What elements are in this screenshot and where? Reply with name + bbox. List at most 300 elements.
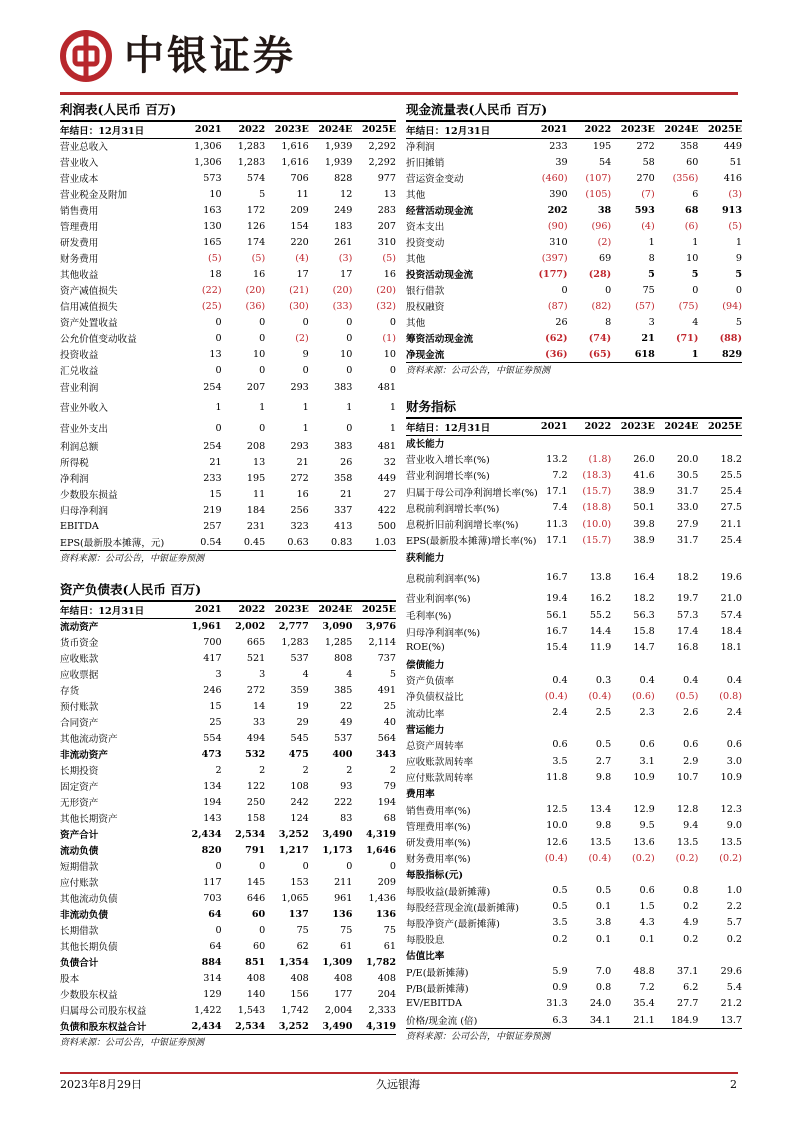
row-label: 每股经营现金流(最新摊薄)	[406, 902, 520, 914]
cell-value: 1,422	[194, 1004, 222, 1016]
cell-value: 7.4	[552, 502, 568, 514]
income-header-row	[60, 122, 396, 138]
cell-value: (62)	[545, 332, 568, 344]
cell-value: 233	[549, 140, 568, 152]
row-label: 银行借款	[406, 286, 445, 297]
cell-value: 26	[340, 456, 353, 468]
row-label: 价格/现金流 (倍)	[406, 1016, 478, 1028]
cell-value: 358	[680, 140, 699, 152]
cell-value: (177)	[538, 268, 568, 280]
cell-value: 408	[246, 972, 266, 984]
row-label: 预付账款	[60, 702, 99, 713]
table-row	[60, 986, 396, 1002]
cell-value: 156	[290, 988, 309, 1000]
cell-value: 2,292	[368, 140, 396, 152]
cell-value	[568, 947, 612, 963]
cell-value: 0	[302, 364, 309, 376]
table-row	[60, 266, 396, 282]
cell-value: 564	[377, 732, 396, 744]
cell-value: 246	[203, 684, 222, 696]
table-row	[406, 218, 742, 234]
income-title: 利润表(人民币 百万)	[60, 102, 177, 117]
cell-value: (1.8)	[588, 453, 612, 465]
cell-value: 1,354	[278, 956, 309, 968]
cell-value: 18.2	[720, 453, 742, 465]
table-row	[406, 186, 742, 202]
cell-value: 137	[288, 908, 309, 920]
cell-value: 1	[691, 348, 699, 360]
row-label: 汇兑收益	[60, 366, 99, 377]
cell-value: 21.2	[720, 998, 742, 1010]
cell-value: (0.4)	[544, 852, 568, 864]
table-row	[60, 502, 396, 518]
column-header: 2023E	[265, 122, 309, 138]
column-header: 2022	[568, 122, 612, 138]
cell-value: 5	[735, 316, 742, 328]
cell-value: 10.7	[677, 771, 699, 783]
cell-value: 41.6	[633, 469, 655, 481]
table-row	[406, 802, 742, 818]
cell-value: 16.2	[589, 592, 612, 604]
row-label: 筹资活动现金流	[406, 334, 474, 345]
cell-value: 1,306	[194, 140, 222, 152]
cell-value: 10	[340, 348, 353, 360]
cell-value: 1,961	[191, 620, 222, 632]
cell-value: 29.6	[720, 966, 742, 978]
row-label: 应付账款周转率	[406, 773, 474, 785]
cell-value: 1,646	[365, 844, 396, 856]
cashflow-title: 现金流量表(人民币 百万)	[406, 102, 548, 117]
column-header: 2021	[178, 602, 222, 618]
row-label: 货币资金	[60, 638, 99, 649]
cell-value: 700	[203, 636, 222, 648]
cell-value: 574	[246, 172, 266, 184]
row-label: 管理费用率(%)	[406, 821, 471, 833]
row-label: 归母净利润	[60, 506, 108, 517]
cell-value: 220	[290, 236, 309, 248]
cell-value: 25	[383, 700, 396, 712]
row-label: 其他	[406, 318, 426, 329]
column-header: 2023E	[611, 122, 655, 138]
cell-value: 26	[555, 316, 568, 328]
row-label: 资产处置收益	[60, 318, 118, 329]
table-row	[60, 486, 396, 502]
table-row	[60, 378, 396, 396]
cell-value: 7.2	[639, 982, 655, 994]
cell-value: 8	[605, 316, 612, 328]
cell-value: 646	[246, 892, 266, 904]
cell-value: 4,319	[365, 1020, 396, 1032]
cell-value: 3.0	[726, 755, 742, 767]
cell-value: 37.1	[677, 966, 699, 978]
row-label: 短期借款	[60, 862, 99, 873]
header-rule	[60, 92, 738, 95]
cell-value: 64	[209, 940, 222, 952]
cell-value: 884	[201, 956, 222, 968]
cell-value: 0	[259, 316, 266, 328]
cell-value: (2)	[597, 236, 612, 248]
income-source: 资料来源：公司公告，中银证券预测	[60, 550, 396, 567]
metrics-header-row	[406, 419, 742, 435]
row-label: EV/EBITDA	[406, 998, 463, 1010]
cell-value: 32	[383, 456, 396, 468]
cell-value: (74)	[588, 332, 612, 344]
row-label: 息税前利润率(%)	[406, 573, 481, 585]
cell-value: 38.9	[633, 534, 655, 546]
row-label: 其他收益	[60, 270, 99, 281]
cell-value: 31.7	[677, 534, 699, 546]
row-label: 偿债能力	[406, 659, 445, 671]
cell-value: (15.7)	[582, 534, 612, 546]
table-row	[406, 656, 742, 672]
cell-value: 12.8	[677, 804, 699, 816]
table-row	[60, 282, 396, 298]
cell-value: 17	[296, 268, 309, 280]
row-label: 研发费用率(%)	[406, 838, 471, 850]
cell-value: 383	[334, 381, 353, 393]
column-header: 2021	[524, 419, 568, 435]
cell-value: 1,742	[281, 1004, 309, 1016]
cell-value: 791	[245, 844, 266, 856]
table-row	[406, 266, 742, 282]
cell-value: 68	[383, 812, 396, 824]
cell-value: 4.9	[683, 917, 699, 929]
cell-value: 55.2	[589, 609, 612, 621]
row-label: 归属母公司股东权益	[60, 1006, 147, 1017]
cell-value: 16.7	[546, 626, 568, 638]
cell-value: 0.45	[243, 536, 266, 548]
cell-value: (36)	[545, 348, 568, 360]
row-label: 投资变动	[406, 238, 445, 249]
cell-value: 3,252	[278, 1020, 309, 1032]
table-row	[406, 170, 742, 186]
row-label: 营业外收入	[60, 403, 108, 414]
cell-value: 16.4	[633, 572, 655, 584]
cell-value	[524, 785, 568, 801]
cell-value: 12.6	[546, 836, 568, 848]
row-label: 其他	[406, 190, 426, 201]
cell-value: 703	[203, 892, 222, 904]
cell-value	[611, 947, 655, 963]
cell-value: 10.0	[546, 820, 568, 832]
table-row	[60, 154, 396, 170]
cell-value: 359	[290, 684, 309, 696]
cell-value: 83	[340, 812, 353, 824]
footer-company: 久远银海	[376, 1078, 420, 1091]
cell-value: 5	[735, 268, 742, 280]
column-header: 2021	[178, 122, 222, 138]
table-row	[406, 282, 742, 298]
cell-value	[611, 785, 655, 801]
cell-value: 13.4	[589, 804, 612, 816]
table-row	[60, 138, 396, 154]
cell-value: 4	[346, 668, 353, 680]
column-header: 2025E	[698, 419, 742, 435]
row-label: 长期投资	[60, 766, 99, 777]
cell-value: 18.1	[720, 642, 742, 654]
row-label: 固定资产	[60, 782, 99, 793]
cell-value: 58	[642, 156, 655, 168]
cell-value: 820	[201, 844, 222, 856]
cell-value: 0	[215, 924, 222, 936]
cell-value: 64	[208, 908, 222, 920]
row-label: 每股收益(最新摊薄)	[406, 886, 491, 898]
row-label: 投资活动现金流	[406, 270, 474, 281]
cell-value: 2.5	[595, 707, 612, 719]
cell-value: 1,306	[194, 156, 222, 168]
cell-value: 1,283	[237, 156, 266, 168]
cell-value: (105)	[585, 188, 612, 200]
cell-value: 17	[340, 268, 353, 280]
row-label: 息税折旧前利润增长率(%)	[406, 520, 519, 532]
metrics-source: 资料来源：公司公告，中银证券预测	[406, 1028, 742, 1045]
row-label: 所得税	[60, 458, 89, 469]
table-row	[60, 298, 396, 314]
row-label: 营业利润率(%)	[406, 594, 471, 606]
cell-value: 195	[592, 140, 612, 152]
table-row	[60, 438, 396, 454]
cell-value: 21	[340, 488, 353, 500]
cell-value: 828	[334, 172, 353, 184]
cell-value: (5)	[251, 252, 266, 264]
cell-value: 242	[290, 796, 309, 808]
table-row	[406, 785, 742, 801]
row-label: 营业利润	[60, 383, 99, 394]
table-row	[406, 314, 742, 330]
row-label: 营业利润增长率(%)	[406, 471, 490, 483]
cell-value: 0.5	[552, 885, 568, 897]
cell-value: 12.5	[546, 804, 568, 816]
table-row	[60, 970, 396, 986]
cell-value: 2.4	[552, 707, 568, 719]
cell-value: 8	[648, 252, 655, 264]
cell-value: 1,939	[324, 140, 353, 152]
cell-value: (20)	[332, 284, 353, 296]
cell-value: 3,090	[322, 620, 353, 632]
cell-value: 12.9	[633, 804, 655, 816]
cell-value: 126	[246, 220, 266, 232]
cell-value: 1.0	[726, 885, 742, 897]
row-label: 营业总收入	[60, 142, 108, 154]
table-row	[60, 518, 396, 534]
cell-value: 0.4	[726, 674, 742, 686]
table-row	[406, 980, 742, 996]
cell-value: 1.5	[639, 901, 655, 913]
cell-value: 3,976	[365, 620, 396, 632]
cell-value: (0.4)	[588, 690, 612, 702]
cell-value: 2,534	[235, 1020, 266, 1032]
cell-value	[698, 721, 742, 737]
cell-value: 808	[334, 652, 353, 664]
cell-value: (33)	[332, 300, 353, 312]
table-row	[406, 769, 742, 785]
cell-value: 57.3	[677, 609, 699, 621]
cell-value: 257	[203, 520, 222, 532]
table-row	[406, 298, 742, 314]
cell-value: 19.7	[677, 592, 699, 604]
row-label: 流动负债	[60, 846, 99, 857]
table-row	[406, 753, 742, 769]
cell-value	[524, 866, 568, 882]
row-label: 其他流动负债	[60, 894, 118, 905]
cell-value: 851	[245, 956, 266, 968]
cell-value: 0	[215, 860, 222, 872]
cell-value: 9.8	[595, 820, 612, 832]
row-label: 应付账款	[60, 878, 99, 889]
cell-value: 22	[340, 700, 353, 712]
row-label: 每股净资产(最新摊薄)	[406, 918, 500, 930]
cell-value: 54	[598, 156, 612, 168]
cell-value: 6	[692, 188, 699, 200]
cell-value: 10	[252, 348, 266, 360]
cell-value: 117	[203, 876, 222, 888]
cell-value: 33	[252, 716, 266, 728]
cell-value: 413	[334, 520, 353, 532]
row-label: 营业外支出	[60, 424, 108, 435]
cell-value: (28)	[588, 268, 612, 280]
row-label: 股本	[60, 974, 80, 985]
cell-value: 16	[296, 488, 309, 500]
cell-value: 69	[598, 252, 612, 264]
row-label: 其他	[406, 254, 426, 265]
row-label: 投资收益	[60, 350, 99, 361]
cell-value: 2	[389, 764, 396, 776]
table-row	[60, 842, 396, 858]
cell-value: 1	[346, 401, 353, 413]
cell-value: 79	[383, 780, 396, 792]
table-row	[60, 714, 396, 730]
cell-value: 7.0	[595, 966, 612, 978]
cell-value: 49	[340, 716, 353, 728]
cell-value	[655, 548, 699, 566]
cell-value: 16	[252, 268, 266, 280]
cell-value: 10.9	[633, 771, 655, 783]
cell-value: 4,319	[365, 828, 396, 840]
cell-value: 9.4	[683, 820, 699, 832]
table-row	[406, 138, 742, 154]
cell-value: 449	[377, 472, 396, 484]
cell-value: 2,333	[368, 1004, 396, 1016]
table-row	[406, 818, 742, 834]
table-row	[60, 454, 396, 470]
cell-value: 21	[641, 332, 655, 344]
cell-value: 521	[246, 652, 266, 664]
cell-value: 11.8	[546, 771, 568, 783]
cell-value: 56.3	[633, 609, 655, 621]
cell-value: 0	[346, 364, 353, 376]
row-label: 应收账款周转率	[406, 757, 474, 769]
table-row	[60, 906, 396, 922]
row-label: 少数股东权益	[60, 990, 118, 1001]
cell-value	[611, 548, 655, 566]
cell-value: 573	[203, 172, 222, 184]
table-row	[60, 634, 396, 650]
cell-value: 204	[377, 988, 396, 1000]
balance-table	[60, 602, 396, 1034]
cell-value: 0.6	[639, 885, 655, 897]
cell-value: 0	[561, 284, 568, 296]
row-label: 信用减值损失	[60, 302, 118, 313]
row-label: 营业收入	[60, 158, 99, 169]
cell-value: 1,285	[324, 636, 353, 648]
cell-value: 13	[383, 188, 396, 200]
cell-value: 383	[334, 440, 353, 452]
table-row	[60, 396, 396, 418]
table-row	[406, 947, 742, 963]
table-row	[60, 698, 396, 714]
cell-value: (20)	[245, 284, 266, 296]
column-header: 2025E	[352, 122, 396, 138]
table-row	[60, 858, 396, 874]
cell-value: 390	[549, 188, 568, 200]
cell-value: 209	[377, 876, 396, 888]
table-row	[60, 618, 396, 634]
cell-value: 270	[636, 172, 655, 184]
row-label: 资产负债率	[406, 676, 454, 688]
table-row	[406, 566, 742, 589]
cell-value: 9	[735, 252, 742, 264]
table-row	[406, 850, 742, 866]
cell-value: 261	[334, 236, 353, 248]
cell-value: 0	[259, 364, 266, 376]
cell-value	[611, 721, 655, 737]
cell-value: 272	[246, 684, 266, 696]
cell-value: (0.4)	[544, 690, 568, 702]
table-row	[60, 314, 396, 330]
cell-value: 194	[203, 796, 222, 808]
cell-value: 17.1	[546, 534, 568, 546]
cell-value: 737	[377, 652, 396, 664]
row-label: 归属于母公司净利润增长率(%)	[406, 487, 538, 499]
cell-value: 254	[203, 381, 222, 393]
row-label: 长期借款	[60, 926, 99, 937]
cell-value: (65)	[588, 348, 612, 360]
row-label: 销售费用率(%)	[406, 805, 471, 817]
cell-value: 1,309	[322, 956, 353, 968]
cell-value: 481	[377, 381, 396, 393]
cell-value: (71)	[675, 332, 699, 344]
income-statement	[60, 100, 396, 567]
row-label: 其他长期资产	[60, 814, 118, 825]
cell-value: 163	[203, 204, 222, 216]
cell-value: 545	[290, 732, 309, 744]
cell-value: 60	[251, 908, 266, 920]
cell-value: (90)	[547, 220, 568, 232]
table-row	[406, 1012, 742, 1028]
row-label: 归母净利润率(%)	[406, 627, 481, 639]
table-row	[406, 834, 742, 850]
cell-value: 0	[259, 332, 266, 344]
cell-value: 2,114	[368, 636, 396, 648]
cell-value: 50.1	[633, 502, 655, 514]
cell-value: 1,173	[322, 844, 353, 856]
cell-value: 7.2	[552, 469, 568, 481]
cell-value: 219	[203, 504, 222, 516]
cell-value: 207	[246, 381, 266, 393]
cell-value: (0.5)	[675, 690, 699, 702]
cell-value: 3,252	[278, 828, 309, 840]
cell-value: 2.3	[639, 707, 655, 719]
cell-value: 422	[377, 504, 396, 516]
table-row	[60, 794, 396, 810]
cell-value: 10.9	[720, 771, 742, 783]
cell-value: 0.4	[683, 674, 699, 686]
cell-value: 2.9	[683, 755, 699, 767]
cell-value	[698, 435, 742, 451]
cell-value: 0.5	[595, 739, 612, 751]
cell-value: 12.3	[720, 804, 742, 816]
cell-value: 0	[215, 316, 222, 328]
